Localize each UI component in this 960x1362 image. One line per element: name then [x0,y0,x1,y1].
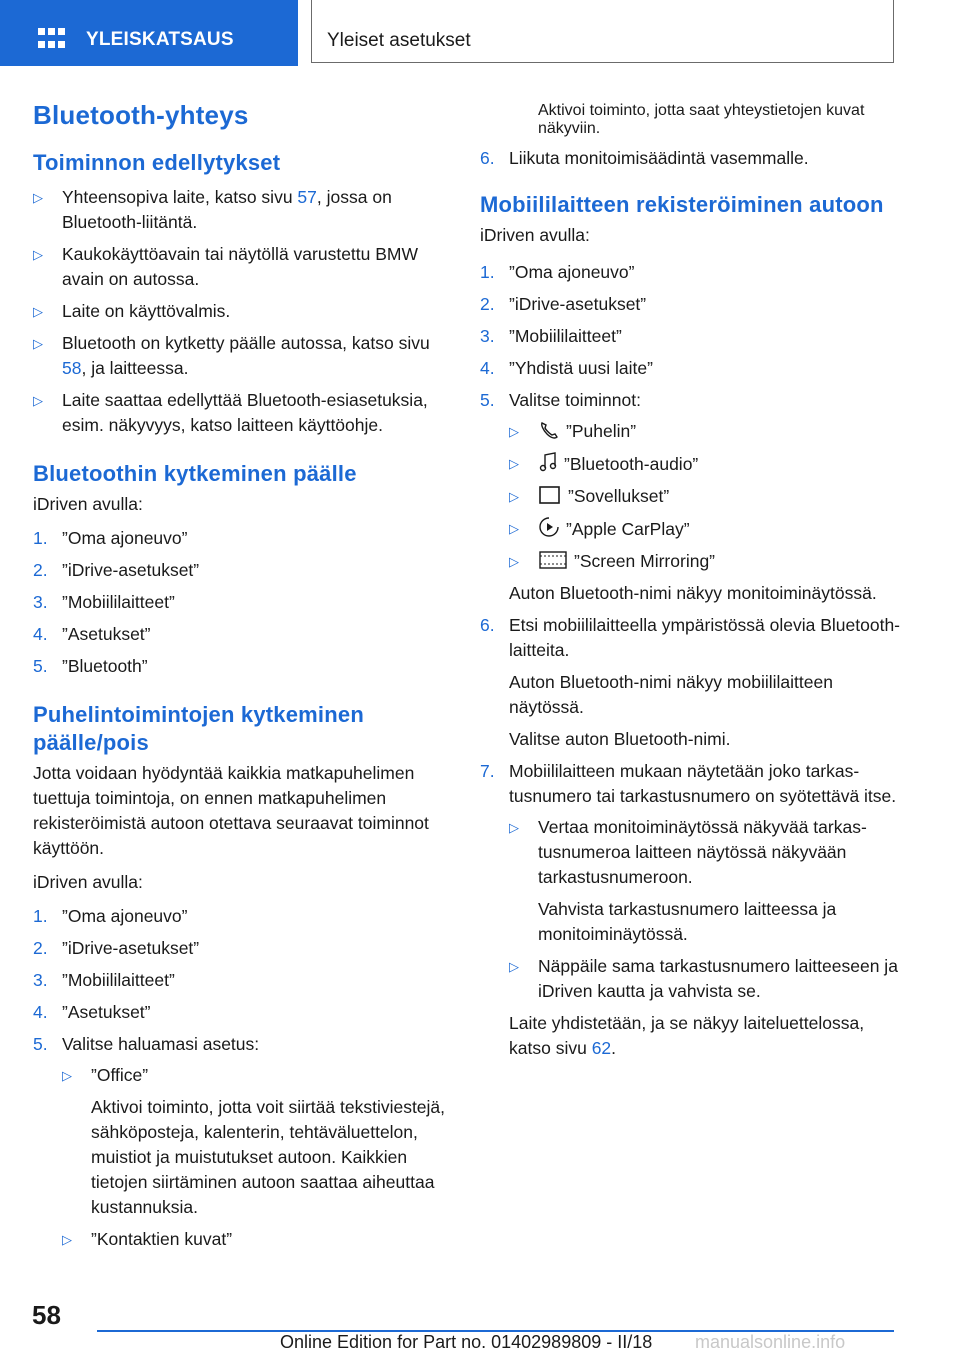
paragraph: Jotta voidaan hyödyntää kaikkia matkapuhelimen tuettuja toimintoja, on ennen matkapuhelimen rekisteröimistä autoon otettava seuraavat toiminnot käyttöön. [33,763,429,858]
triangle-bullet-icon: ▷ [33,393,43,408]
page-title: Bluetooth-yhteys [33,100,249,130]
page-link[interactable]: 58 [62,358,82,378]
section-heading-phone-functions: Puhelintoimintojen kytkeminen päälle/pois [33,702,364,755]
steps-list [480,260,900,1061]
list-item: 4. ”Asetukset” [33,1002,151,1022]
triangle-bullet-icon: ▷ [62,1068,72,1083]
triangle-bullet-icon: ▷ [509,959,519,974]
list-item: 2. ”iDrive-asetukset” [33,938,200,958]
page-number: 58 [32,1300,61,1330]
step-note: Vahvista tarkastusnumero laitteessa ja monitoiminäytössä. [538,899,837,944]
list-item: 1. ”Oma ajoneuvo” [33,528,188,548]
list-item: 2. ”iDrive-asetukset” [480,294,647,314]
step-note: Auton Bluetooth-nimi näkyy mobiililaitteen näytössä. [509,672,833,717]
list-item: ▷ Vertaa monitoiminäytössä näkyvää tarkastusnumeroa laitteen näytössä näkyvään tarkastusnumeroon. Vahvista tarkastusnumero laitteessa ja monitoiminäytössä. [509,815,900,947]
page-link[interactable]: 57 [297,187,317,207]
app-square-icon [538,485,562,505]
carplay-icon [538,516,560,538]
triangle-bullet-icon: ▷ [509,456,519,471]
list-item: ▷ Näppäile sama tarkastusnumero laitteeseen ja iDriven kautta ja vahvista se. [509,956,898,1001]
grid-icon [38,28,66,50]
triangle-bullet-icon: ▷ [33,190,43,205]
list-item: ▷ ”Sovellukset” [509,484,900,509]
list-item: ▷ Yhteensopiva laite, katso sivu 57, jossa on Bluetooth-liitäntä. [33,187,392,232]
triangle-bullet-icon: ▷ [509,424,519,439]
list-item: 1. ”Oma ajoneuvo” [480,262,635,282]
tab-general-settings-label: Yleiset asetukset [327,30,471,51]
triangle-bullet-icon: ▷ [509,554,519,569]
list-item: ▷ Laite saattaa edellyttää Bluetooth-esiasetuksia, esim. näkyvyys, katso laitteen käyttöohje. [33,390,428,435]
step-note: Laite yhdistetään, ja se näkyy laiteluettelossa, katso sivu 62. [509,1013,865,1058]
list-item: ▷ ”Apple CarPlay” [509,516,900,542]
triangle-bullet-icon: ▷ [33,336,43,351]
list-item: 6. Liikuta monitoimisäädintä vasemmalle. [480,148,809,168]
left-column [33,100,453,1259]
footer-edition-text: Online Edition for Part no. 01402989809 - II/18 [280,1332,653,1352]
list-item: ▷ ”Screen Mirroring” [509,549,900,574]
list-item: ▷ Laite on käyttövalmis. [33,299,453,324]
list-item: 5. ”Bluetooth” [33,656,148,676]
list-item: 3. ”Mobiililaitteet” [33,970,175,990]
list-item: 3. ”Mobiililaitteet” [33,592,175,612]
steps-list [480,146,900,171]
list-item: 4. ”Yhdistä uusi laite” [480,358,653,378]
list-item: 3. ”Mobiililaitteet” [480,326,622,346]
triangle-bullet-icon: ▷ [509,820,519,835]
screen-mirroring-icon [538,550,568,570]
option-description: Aktivoi toiminto, jotta voit siirtää tekstiviestejä, sähköposteja, kalenterin, tehtäväluettelon, muistiot ja muistutukset autoon. Kaikkien tietojen siirtäminen autoon saattaa aiheuttaa kustannuksia. [91,1097,446,1217]
triangle-bullet-icon: ▷ [509,489,519,504]
triangle-bullet-icon: ▷ [509,521,519,536]
intro-text: iDriven avulla: [480,225,590,245]
right-column [480,102,900,1068]
phone-icon [538,420,560,440]
tab-general-settings[interactable] [311,0,894,63]
list-item: ▷ Bluetooth on kytketty päälle autossa, katso sivu 58, ja laitteessa. [33,333,430,378]
sub-list [509,815,900,1004]
list-item: 6. Etsi mobiililaitteella ympäristössä olevia Bluetooth-laitteita. Auton Bluetooth-nimi näkyy mobiililaitteen näytössä. Valitse auton Bluetooth-nimi. [480,613,900,752]
sub-list [509,419,900,574]
tab-overview[interactable] [0,0,298,66]
tab-overview-label: YLEISKATSAUS [86,29,234,50]
requirements-list [33,185,453,438]
triangle-bullet-icon: ▷ [62,1232,72,1247]
list-item: 7. Mobiililaitteen mukaan näytetään joko tarkastusnumero tai tarkastusnumero on syötettävä itse. ▷ Vertaa monitoiminäytössä näkyvää tarkastusnumeroa laitteen näytössä näkyvään tarkastusnumeroon. Vahvista tarkastusnumero laitteessa ja monitoiminäytössä. ▷ Näppäile sama tarkastusnumero laitteeseen ja iDriven kautta ja vahvista se. Laite yhdistetään, ja se näkyy laiteluettelossa, katso sivu 62. [480,759,900,1061]
list-item: ▷ ”Bluetooth-audio” [509,451,900,477]
triangle-bullet-icon: ▷ [33,247,43,262]
page-link[interactable]: 62 [591,1038,612,1058]
music-note-icon [538,451,558,473]
list-item: 1. ”Oma ajoneuvo” [33,906,188,926]
watermark: manualsonline.info [695,1332,846,1352]
section-heading-requirements: Toiminnon edellytykset [33,150,281,175]
step-note: Auton Bluetooth-nimi näkyy monitoiminäytössä. [509,583,877,603]
list-item: ▷ ”Kontaktien kuvat” [62,1227,453,1252]
list-item: ▷ ”Office” Aktivoi toiminto, jotta voit siirtää tekstiviestejä, sähköposteja, kalenterin, tehtäväluettelon, muistiot ja muistutukset autoon. Kaikkien tietojen siirtäminen autoon saattaa aiheuttaa kustannuksia. [62,1063,453,1220]
list-item: 5. Valitse toiminnot: ▷ ”Puhelin” ▷ ”Bluetooth-audio” ▷ ”Sovellukset” ▷ ”Apple CarPlay” ▷ ”Screen Mirroring” Auton Bluetooth-nimi näkyy monitoiminäytössä. [480,388,900,606]
intro-text: iDriven avulla: [33,494,143,514]
steps-list [33,904,453,1252]
list-item: ▷ ”Puhelin” [509,419,900,444]
continued-description: Aktivoi toiminto, jotta saat yhteystietojen kuvat näkyviin. [538,102,865,137]
steps-list [33,526,453,679]
section-heading-register-device: Mobiililaitteen rekisteröiminen autoon [480,192,884,217]
list-item: ▷ Kaukokäyttöavain tai näytöllä varustettu BMW avain on autossa. [33,244,419,289]
list-item: 5. Valitse haluamasi asetus: ▷ ”Office” Aktivoi toiminto, jotta voit siirtää tekstiviestejä, sähköposteja, kalenterin, tehtäväluettelon, muistiot ja muistutukset autoon. Kaikkien tietojen siirtäminen autoon saattaa aiheuttaa kustannuksia. ▷ ”Kontaktien kuvat” [33,1032,453,1252]
list-item: 2. ”iDrive-asetukset” [33,560,200,580]
intro-text: iDriven avulla: [33,872,143,892]
header [0,0,960,66]
step-note: Valitse auton Bluetooth-nimi. [509,729,731,749]
list-item: 4. ”Asetukset” [33,624,151,644]
sub-list [62,1063,453,1252]
section-heading-bluetooth-on: Bluetoothin kytkeminen päälle [33,461,357,486]
triangle-bullet-icon: ▷ [33,304,43,319]
